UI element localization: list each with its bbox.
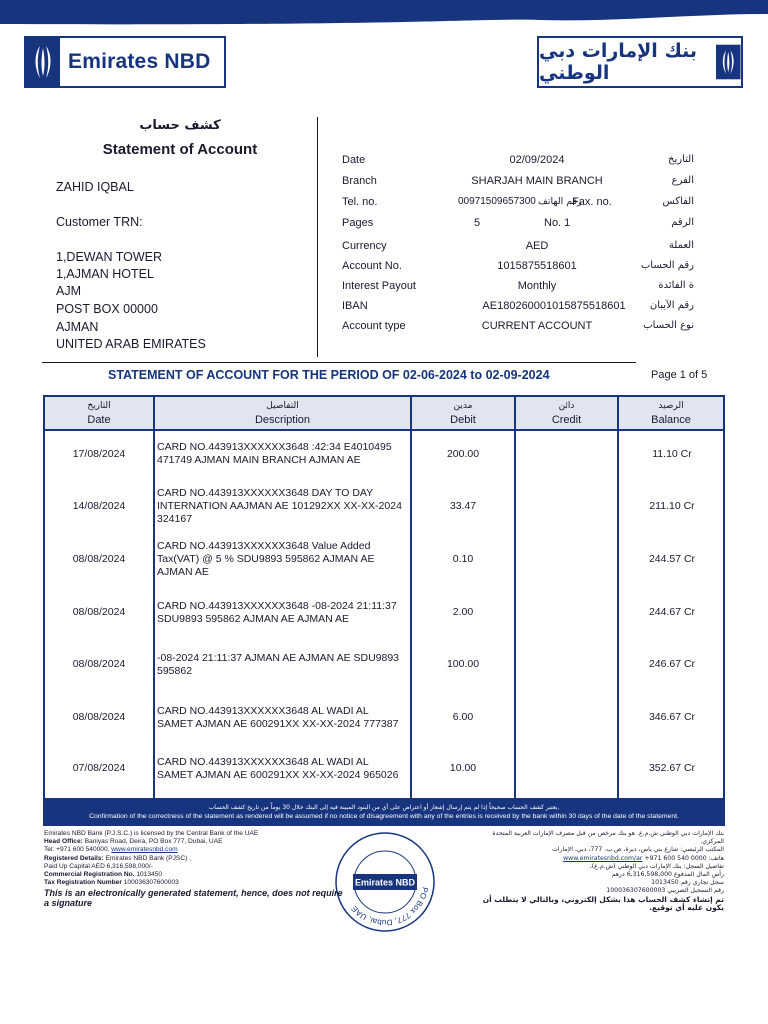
column-header-arabic: مدين [453,401,473,411]
column-header-arabic: دائن [558,401,575,411]
row-debit: 0.10 [452,553,474,565]
info-label-arabic: الفرع [671,175,694,186]
statement-title: Statement of Account [102,141,258,158]
website-link-arabic[interactable]: www.emiratesnbd.com/ar [563,854,643,862]
statement-title-arabic: كشف حساب [139,118,221,133]
logo-emirates-nbd-ar [537,36,743,88]
emirates-nbd-emblem-icon [716,38,741,86]
logo-emirates-nbd-en [24,36,226,88]
address-line: UNITED ARAB EMIRATES [56,337,206,351]
registered-details-arabic: تفاصيل السجل: بنك الإمارات دبي الوطني (ش.م.ع)، [589,862,724,870]
row-date: 08/08/2024 [72,711,126,723]
row-description: CARD NO.443913XXXXXX3648 AL WADI AL SAMET AJMAN AE 600291XX XX-XX-2024 777387 [157,705,399,730]
info-label: Date [342,154,366,166]
logo-text-arabic: بنك الإمارات دبي الوطني [539,40,698,84]
row-date: 08/08/2024 [72,553,126,565]
info-label-arabic: رقم الحساب [640,260,694,271]
row-balance: 244.57 Cr [648,553,696,565]
info-value: AED [525,240,549,252]
row-description: -08-2024 21:11:37 AJMAN AE AJMAN AE SDU9893 595862 [157,652,400,677]
row-date: 17/08/2024 [72,448,126,460]
paid-up-capital-arabic: رأس المال المدفوع 6,316,598,000 درهم [611,871,724,879]
row-description: CARD NO.443913XXXXXX3648 AL WADI AL SAMET AJMAN AE 600291XX XX-XX-2024 965026 [157,756,399,781]
info-value: 5 [474,217,481,229]
row-date: 07/08/2024 [72,762,126,774]
page-indicator: Page 1 of 5 [651,369,708,381]
info-value: CURRENT ACCOUNT [481,320,593,332]
commercial-registration-label: Commercial Registration No. [44,871,135,879]
electronic-statement-note: This is an electronically generated statement, hence, does not require a signature [44,888,343,909]
info-label: IBAN [342,300,368,312]
info-label-arabic: الفاكس [662,196,694,207]
info-row-currency [342,240,694,256]
info-value: 02/09/2024 [509,154,565,166]
column-header-balance [619,399,723,427]
vertical-divider [317,117,318,357]
seal-center-text: Emirates NBD [354,877,416,888]
info-label-arabic: ة الفائدة [658,280,694,291]
bank-seal-stamp [333,830,437,934]
row-balance: 352.67 Cr [648,762,696,774]
head-office-arabic: المكتب الرئيسي: شارع بني ياس، ديرة، ص.ب. 777، دبي، الإمارات [551,846,724,854]
info-label-arabic: العملة [668,240,694,251]
info-value: 1015875518601 [497,260,577,272]
column-header-label: Credit [551,414,582,426]
row-date: 08/08/2024 [72,658,126,670]
license-text: Emirates NBD Bank (P.J.S.C.) is licensed by the Central Bank of the UAE [44,830,259,837]
row-description: CARD NO.443913XXXXXX3648 DAY TO DAY INTERNATION AAJMAN AE 101292XX XX-XX-2024 324167 [157,487,402,525]
telephone-arabic: هاتف: 0000 540 600 971+ [644,854,724,862]
row-description: CARD NO.443913XXXXXX3648 Value Added Tax(VAT) @ 5 % SDU9893 595862 AJMAN AE AJMAN AE [157,540,375,578]
statement-period: STATEMENT OF ACCOUNT FOR THE PERIOD OF 02-06-2024 to 02-09-2024 [108,368,550,382]
head-office-label: Head Office: [44,838,83,846]
tax-registration: 100036307600003 [123,879,179,887]
address-line: AJM [56,284,81,298]
row-debit: 100.00 [446,658,480,670]
logo-text-english: Emirates NBD [68,50,211,73]
emirates-nbd-emblem-icon [26,38,60,86]
column-divider [514,397,516,798]
column-header-label: Debit [450,414,476,426]
transactions-table [43,395,725,800]
telephone: Tel: +971 600 540000, [44,846,110,854]
row-debit: 33.47 [449,500,477,512]
info-row-date [342,154,694,170]
info-label: Account type [342,320,406,332]
row-balance: 346.67 Cr [648,711,696,723]
customer-name: ZAHID IQBAL [56,180,134,194]
info-label: Branch [342,175,377,187]
commercial-registration-arabic: سجل تجاري رقم 1013450 [651,879,724,887]
info-row-account-no [342,260,694,276]
info-value: AE180260001015875518601 [482,300,626,312]
commercial-registration: 1013450 [136,871,163,879]
info-label: Pages [342,217,374,229]
website-link[interactable]: www.emiratesnbd.com [111,846,178,854]
horizontal-divider [42,362,636,363]
info-label: Currency [342,240,387,252]
address-line: 1,AJMAN HOTEL [56,267,154,281]
info-label: Tel. no. [342,196,378,208]
info-label-arabic: التاريخ [668,154,694,165]
address-line: AJMAN [56,320,99,334]
disclaimer-arabic: يعتبر كشف الحساب صحيحاً إذا لم يتم إرسال إشعار أو اعتراض على أي من البنود المبينة فيه إلى البنك خلال 30 يوماً من تاريخ كشف الحساب. [208,804,560,811]
column-header-arabic: التاريخ [87,401,111,411]
registered-details-label: Registered Details: [44,854,104,862]
row-debit: 10.00 [449,762,477,774]
row-description: CARD NO.443913XXXXXX3648 -08-2024 21:11:37 SDU9893 595862 AJMAN AE AJMAN AE [157,600,397,625]
column-header-label: Description [254,414,311,426]
info-row-branch [342,175,694,191]
info-label-arabic: نوع الحساب [643,320,694,331]
column-header-label: Balance [651,414,691,426]
info-row-iban [342,300,694,316]
info-row-account-type [342,320,694,336]
tax-registration-label: Tax Registration Number [44,879,122,887]
info-label: Account No. [342,260,402,272]
footer-legal-arabic [478,830,724,912]
column-header-date [45,399,153,427]
column-divider [617,397,619,798]
info-value: Monthly [517,280,557,292]
row-balance: 211.10 Cr [649,500,695,512]
row-debit: 200.00 [446,448,480,460]
info-label: Interest Payout [342,280,416,292]
row-date: 08/08/2024 [72,606,126,618]
column-divider [153,397,155,798]
row-description: CARD NO.443913XXXXXX3648 :42:34 E4010495 471749 AJMAN MAIN BRANCH AJMAN AE [157,441,392,466]
info-row-interest-payout [342,280,694,296]
head-office-address: Baniyas Road, Deira, PO Box 777, Dubai, UAE [84,838,223,846]
row-date: 14/08/2024 [72,500,126,512]
info-label-arabic: رقم الآيبان [649,300,694,311]
paid-up-capital: Paid Up Capital AED 6,316,598,000/- [44,862,153,870]
row-balance: 246.67 Cr [648,658,696,670]
column-header-arabic: الرصيد [658,401,684,411]
electronic-statement-note-arabic: تم إنشاء كشف الحساب هذا بشكل إلكتروني، وبالتالي لا يتطلب أن يكون عليه أي توقيع. [482,894,724,912]
tax-registration-arabic: رقم التسجيل الضريبي 100036307600003 [606,887,724,895]
fax-label: Fax. no. [572,196,612,208]
page-number-label: No. 1 [544,217,571,229]
info-value: SHARJAH MAIN BRANCH [471,175,603,187]
footer-legal-english [44,830,344,908]
address-line: POST BOX 00000 [56,302,158,316]
info-row-tel [342,196,694,212]
row-balance: 11.10 Cr [652,448,692,460]
column-header-credit [516,399,617,427]
disclaimer-bar [43,800,725,826]
info-label-arabic: الرقم [671,217,694,228]
info-value: 00971509657300 [458,196,536,207]
column-header-description [155,399,410,427]
row-debit: 2.00 [452,606,474,618]
info-row-pages [342,217,694,233]
column-header-arabic: التفاصيل [266,401,299,411]
registered-details: Emirates NBD Bank (PJSC) , [105,854,191,862]
row-debit: 6.00 [452,711,474,723]
tel-label-arabic: رقم الهاتف [538,196,582,207]
seal-ring-text: PO Box 777, Dubai, UAE [349,886,430,928]
address-line: 1,DEWAN TOWER [56,250,163,264]
disclaimer-english: Confirmation of the correctness of the statement as rendered will be assumed if no notice of disagreement with any of the entries is received by the bank within 30 days of the date of the statement. [89,813,679,820]
customer-trn-label: Customer TRN: [56,215,143,229]
row-balance: 244.67 Cr [648,606,696,618]
license-text-arabic: بنك الإمارات دبي الوطني ش.م.ع. هو بنك مرخص من قبل مصرف الإمارات العربية المتحدة المركزي. [492,830,724,846]
column-header-label: Date [87,414,111,426]
column-header-debit [412,399,514,427]
